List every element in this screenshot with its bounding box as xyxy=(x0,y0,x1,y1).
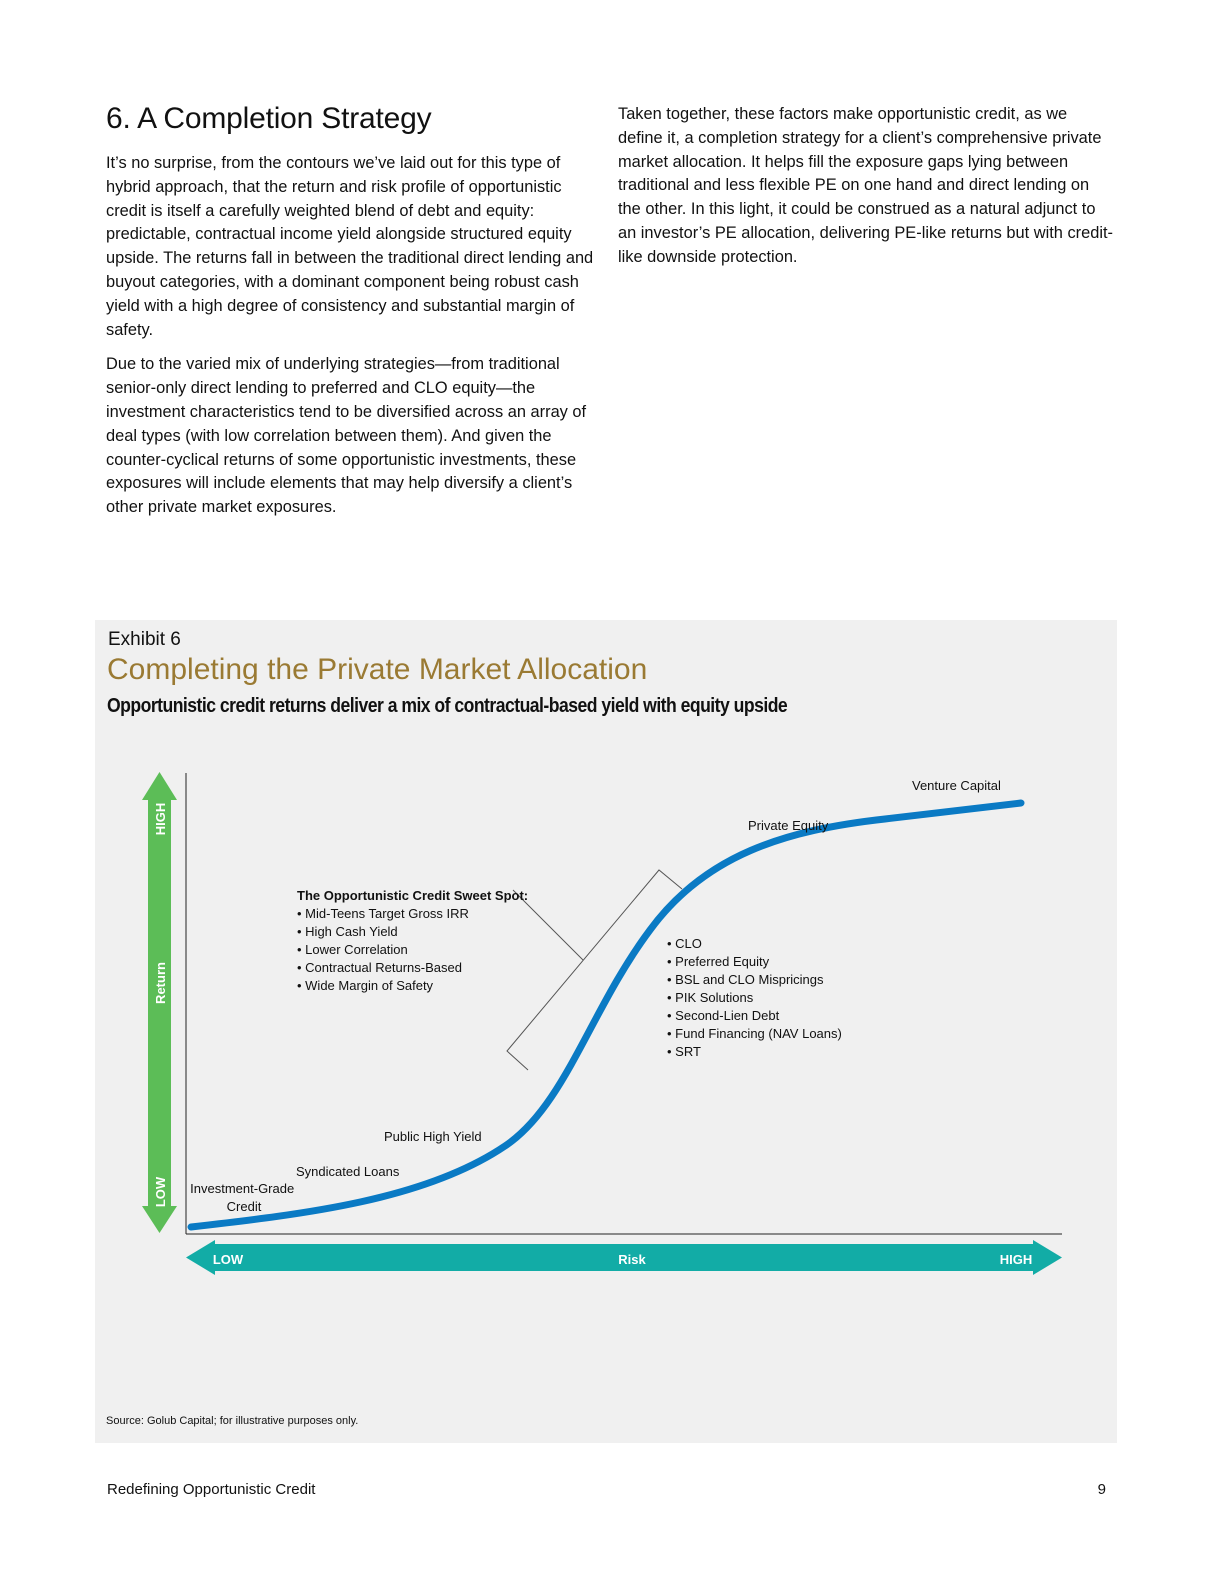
return-axis-low-label: LOW xyxy=(153,1176,168,1208)
exhibit-label: Exhibit 6 xyxy=(108,629,181,650)
sweet-spot-bullet: • Mid-Teens Target Gross IRR xyxy=(297,906,469,921)
sweet-spot-heading: The Opportunistic Credit Sweet Spot: xyxy=(297,888,529,903)
strategy-bullet: • Preferred Equity xyxy=(667,954,770,969)
label-private-equity: Private Equity xyxy=(748,818,829,833)
label-ig-line1: Investment-Grade xyxy=(190,1181,295,1196)
label-investment-grade-credit xyxy=(190,1181,298,1214)
strategy-bullet: • CLO xyxy=(667,936,702,951)
label-public-high-yield: Public High Yield xyxy=(384,1129,482,1144)
right-column xyxy=(618,103,1116,281)
sweet-spot-bracket xyxy=(507,870,682,1070)
risk-axis-low-label: LOW xyxy=(212,1252,244,1267)
body-paragraph: It’s no surprise, from the contours we’ve laid out for this type of hybrid approach, that the return and risk profile of opportunistic credit is itself a carefully weighted blend of debt and equity: predictable, contractual income yield alongside structured equity upside. The returns fall in between the traditional direct lending and buyout categories, with a dominant component being robust cash yield with a high degree of consistency and substantial margin of safety. xyxy=(106,154,594,339)
risk-return-chart xyxy=(95,620,1117,1400)
sweet-spot-bullet: • Contractual Returns-Based xyxy=(297,960,462,975)
footer-page-number: 9 xyxy=(1097,1481,1106,1498)
exhibit-panel xyxy=(95,620,1117,1443)
strategy-bullet: • SRT xyxy=(667,1044,701,1059)
body-paragraph: Due to the varied mix of underlying strategies—from traditional senior-only direct lending to preferred and CLO equity—the investment characteristics tend to be diversified across an array of deal types (with low correlation between them). And given the counter-cyclical returns of some opportunistic investments, these exposures will include elements that may help diversify a client’s other private market exposures. xyxy=(106,355,587,517)
strategy-bullet: • Fund Financing (NAV Loans) xyxy=(667,1026,842,1041)
exhibit-title: Completing the Private Market Allocation xyxy=(107,653,648,686)
exhibit-source: Source: Golub Capital; for illustrative purposes only. xyxy=(106,1415,359,1427)
footer-doc-title: Redefining Opportunistic Credit xyxy=(107,1481,316,1498)
return-axis-arrow xyxy=(142,772,177,1233)
sweet-spot-bullet-list xyxy=(297,906,469,993)
risk-axis-label: Risk xyxy=(618,1252,646,1267)
label-ig-line2: Credit xyxy=(226,1199,262,1214)
strategy-bullet-list xyxy=(667,936,842,1059)
risk-axis-high-label: HIGH xyxy=(999,1252,1033,1267)
left-column xyxy=(106,100,602,531)
strategy-bullet: • BSL and CLO Mispricings xyxy=(667,972,824,987)
sweet-spot-bullet: • High Cash Yield xyxy=(297,924,398,939)
label-venture-capital: Venture Capital xyxy=(912,778,1001,793)
risk-axis-arrow xyxy=(186,1240,1062,1275)
exhibit-subtitle: Opportunistic credit returns deliver a mix of contractual-based yield with equity upside xyxy=(107,695,788,717)
sweet-spot-bullet: • Wide Margin of Safety xyxy=(297,978,434,993)
return-axis-label: Return xyxy=(153,962,168,1004)
section-title: 6. A Completion Strategy xyxy=(106,102,432,135)
strategy-bullet: • Second-Lien Debt xyxy=(667,1008,780,1023)
label-syndicated-loans: Syndicated Loans xyxy=(296,1164,400,1179)
strategy-bullet: • PIK Solutions xyxy=(667,990,754,1005)
return-axis-high-label: HIGH xyxy=(153,802,168,836)
sweet-spot-bullet: • Lower Correlation xyxy=(297,942,408,957)
body-paragraph: Taken together, these factors make opportunistic credit, as we define it, a completion strategy for a client’s comprehensive private market allocation. It helps fill the exposure gaps lying between traditional and less flexible PE on one hand and direct lending on the other. In this light, it could be construed as a natural adjunct to an investor’s PE allocation, delivering PE-like returns but with credit-like downside protection. xyxy=(618,105,1113,266)
